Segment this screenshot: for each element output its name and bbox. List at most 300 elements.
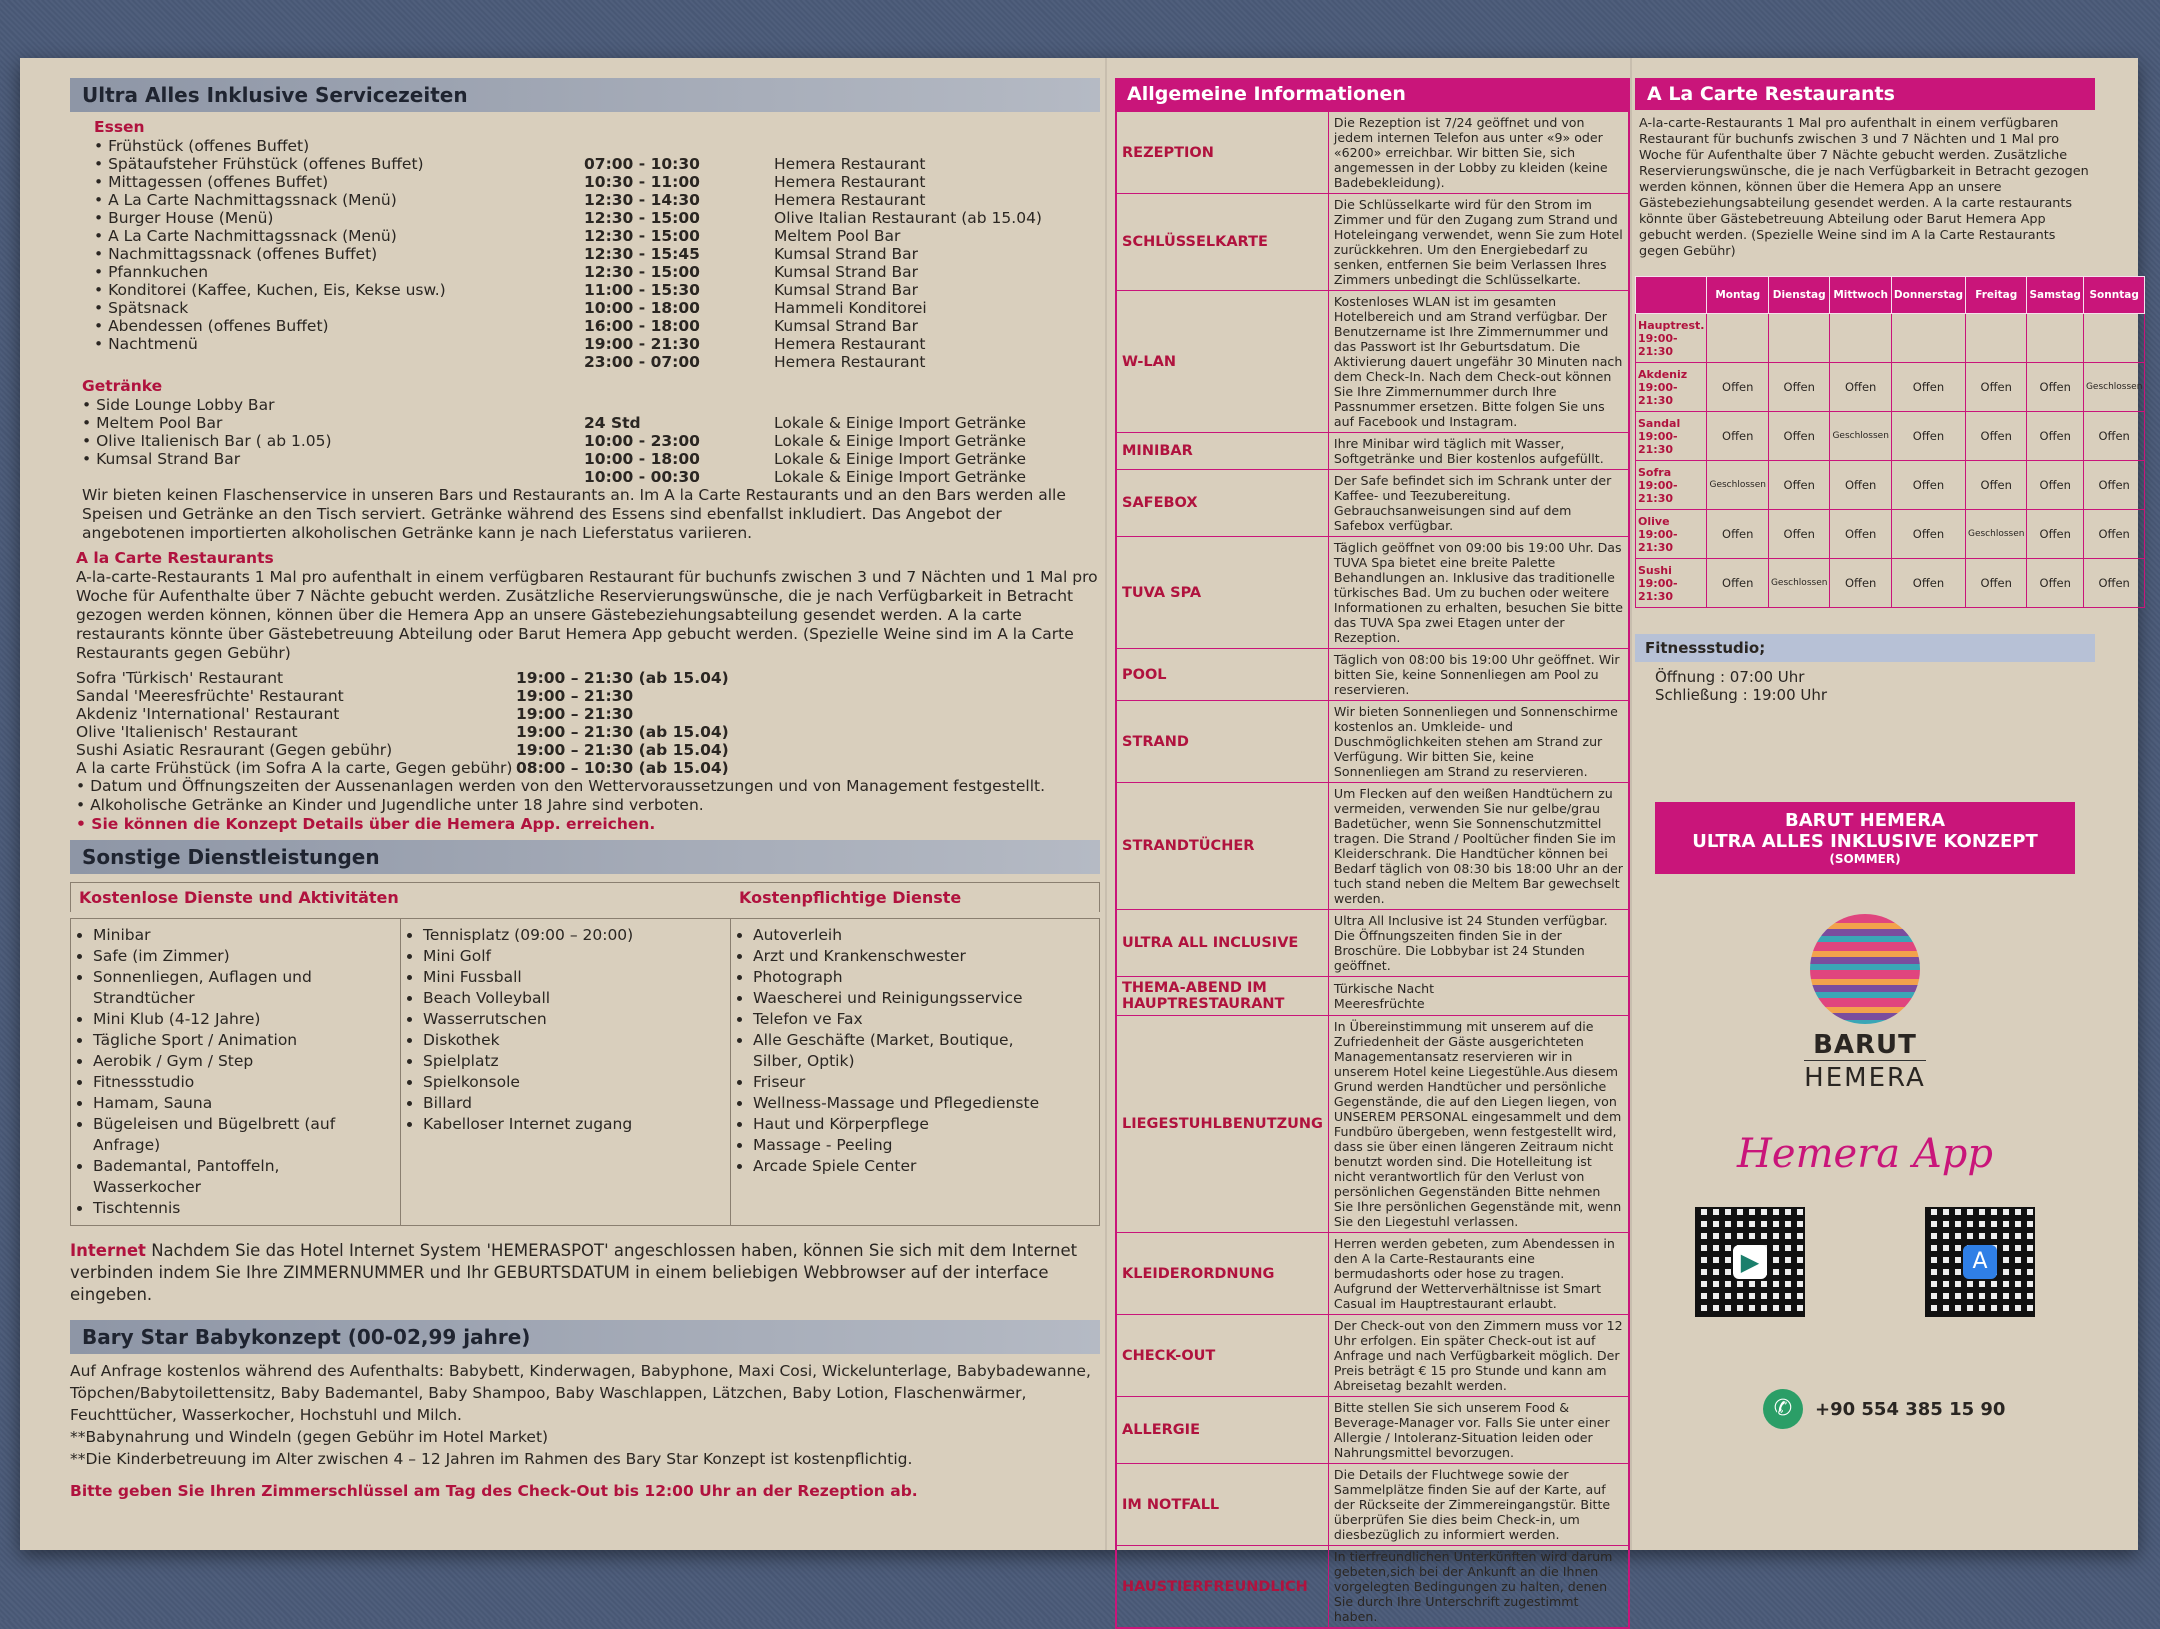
service-item: • Fitnessstudio	[93, 1072, 392, 1093]
alc-time: 19:00 – 21:30	[516, 687, 634, 705]
info-row	[1116, 701, 1629, 783]
info-row	[1116, 470, 1629, 537]
services-box	[70, 918, 1100, 1226]
info-key: ULTRA ALL INCLUSIVE	[1116, 910, 1328, 977]
item-name: • Burger House (Menü)	[94, 209, 274, 227]
service-item: • Wasserrutschen	[423, 1009, 722, 1030]
status-cell: Offen	[1965, 461, 2026, 510]
day-header: Mittwoch	[1830, 277, 1891, 314]
info-row	[1116, 537, 1629, 649]
fold-line	[1105, 58, 1107, 1550]
schedule-row	[94, 317, 1100, 335]
status-cell: Offen	[1830, 559, 1891, 608]
status-cell	[1707, 314, 1768, 363]
service-item: • Arcade Spiele Center	[753, 1156, 1053, 1177]
alc-name: Olive 'Italienisch' Restaurant	[76, 723, 298, 741]
status-cell: Offen	[1965, 559, 2026, 608]
whatsapp-icon: ✆	[1763, 1389, 1803, 1429]
info-text: Die Schlüsselkarte wird für den Strom im Zimmer und für den Zugang zum Strand und Hoteleingang verwendet, wenn Sie zum Hotel zurückkehren. Um den Energiebedarf zu senken, entfernen Sie beim Verlassen Ihres Zimmers unbedingt die Schlüsselkarte.	[1328, 194, 1629, 291]
info-text: Der Check-out von den Zimmern muss vor 12 Uhr erfolgen. Ein später Check-out ist auf Anfrage und nach Verfügbarkeit möglich. Der Preis beträgt € 15 pro Stunde und kann am Abreisetag bezahlt werden.	[1328, 1315, 1629, 1397]
item-time: 12:30 - 14:30	[584, 191, 700, 209]
item-place	[774, 396, 1104, 414]
status-cell: Offen	[2027, 412, 2083, 461]
info-row	[1116, 433, 1629, 470]
alc-name: Sandal 'Meeresfrüchte' Restaurant	[76, 687, 344, 705]
baby-title: Bary Star Babykonzept (00-02,99 jahre)	[70, 1320, 1100, 1354]
info-key: SAFEBOX	[1116, 470, 1328, 537]
item-time: 23:00 - 07:00	[584, 353, 700, 371]
restaurant-name-cell	[1636, 559, 1707, 608]
day-header: Dienstag	[1768, 277, 1829, 314]
baby-note-2: **Die Kinderbetreuung im Alter zwischen 4 – 12 Jahren im Rahmen des Bary Star Konzept ist kostenpflichtig.	[70, 1450, 913, 1468]
item-place: Kumsal Strand Bar	[774, 281, 919, 299]
item-name: • Meltem Pool Bar	[82, 414, 223, 432]
hotel-logo	[1635, 914, 2095, 1093]
info-row	[1116, 1546, 1629, 1629]
service-item: • Aerobik / Gym / Step	[93, 1051, 392, 1072]
baby-text: Auf Anfrage kostenlos während des Aufenthalts: Babybett, Kinderwagen, Babyphone, Maxi Cosi, Wickelunterlage, Babybadewanne, Töpchen/Babytoilettensitz, Baby Bademantel, Baby Shampoo, Baby Waschlappen, Lätzchen, Baby Lotion, Flaschenwärmer, Feuchttücher, Wasserkocher, Hochstuhl und Milch.	[70, 1362, 1091, 1424]
alc-intro: A-la-carte-Restaurants 1 Mal pro aufenthalt in einem verfügbaren Restaurant für buchunfs zwischen 3 und 7 Nächten und 1 Mal pro Woche für Aufenthalte über 7 Nächte gebucht werden. Zusätzliche Reservierungswünsche, die je nach Verfügbarkeit in Betracht gezogen werden können, können über die Hemera App an unsere Gästebeziehungsabteilung gesendet werden. A la carte restaurants könnte über Gästebetreuung Abteilung oder Barut Hemera App gebucht werden. (Spezielle Weine sind im A la Carte Restaurants gegen Gebühr)	[1639, 116, 2089, 259]
schedule-row	[94, 173, 1100, 191]
item-place: Hammeli Konditorei	[774, 299, 927, 317]
info-row	[1116, 1315, 1629, 1397]
status-cell: Offen	[2027, 510, 2083, 559]
info-text: Um Flecken auf den weißen Handtüchern zu vermeiden, verwenden Sie nur gelbe/grau Badetücher, wenn Sie Sonnenschutzmittel tragen. Die Strand / Pooltücher finden Sie im Kleiderschrank. Die Handtücher können bei Bedarf täglich von 08:30 bis 18:00 Uhr an der tuch stand neben die Meltem Bar gewechselt werden.	[1328, 783, 1629, 910]
info-text: Die Rezeption ist 7/24 geöffnet und von jedem internen Telefon aus unter «9» oder «6200» erreichbar. Wir bitten Sie, sich angemessen in der Lobby zu kleiden (keine Badebekleidung).	[1328, 111, 1629, 194]
info-row	[1116, 977, 1629, 1016]
app-note: • Sie können die Konzept Details über die Hemera App. erreichen.	[76, 815, 656, 833]
service-item: • Bademantal, Pantoffeln, Wasserkocher	[93, 1156, 392, 1198]
info-text: Herren werden gebeten, zum Abendessen in den A la Carte-Restaurants eine bermudashorts oder hose zu tragen. Aufgrund der Wetterverhältnisse ist Smart Casual im Hauptrestaurant erlaubt.	[1328, 1233, 1629, 1315]
status-cell: Offen	[2083, 412, 2144, 461]
note-1: • Datum und Öffnungszeiten der Aussenanlagen werden von den Wettervoraussetzungen und von Management festgestellt.	[76, 777, 1046, 795]
schedule-row	[94, 335, 1100, 353]
status-cell	[1830, 314, 1891, 363]
restaurant-name: Sandal	[1638, 416, 1681, 430]
item-name: • Olive Italienisch Bar ( ab 1.05)	[82, 432, 332, 450]
item-place: Kumsal Strand Bar	[774, 263, 919, 281]
free-list-1	[79, 925, 392, 1219]
service-item: • Billard	[423, 1093, 722, 1114]
item-place: Kumsal Strand Bar	[774, 245, 919, 263]
day-header: Montag	[1707, 277, 1768, 314]
schedule-row	[94, 245, 1100, 263]
info-key: REZEPTION	[1116, 111, 1328, 194]
brochure-sheet	[20, 58, 2143, 1624]
status-cell: Geschlossen	[1830, 412, 1891, 461]
drinks-schedule	[82, 396, 1100, 486]
item-place: Hemera Restaurant	[774, 335, 926, 353]
restaurant-time: 19:00-21:30	[1638, 380, 1678, 407]
info-text: Türkische Nacht Meeresfrüchte	[1328, 977, 1629, 1016]
fitness-open: Öffnung : 07:00 Uhr	[1655, 668, 1805, 686]
item-name: • Konditorei (Kaffee, Kuchen, Eis, Kekse usw.)	[94, 281, 446, 299]
item-place: Hemera Restaurant	[774, 191, 926, 209]
item-time: 10:00 - 23:00	[584, 432, 700, 450]
day-header: Donnerstag	[1891, 277, 1965, 314]
corner-cell	[1636, 277, 1707, 314]
status-cell: Offen	[1891, 461, 1965, 510]
schedule-row	[82, 396, 1100, 414]
status-cell: Offen	[2027, 363, 2083, 412]
info-text: Ihre Minibar wird täglich mit Wasser, Softgetränke und Bier kostenlos aufgefüllt.	[1328, 433, 1629, 470]
item-name: • Mittagessen (offenes Buffet)	[94, 173, 329, 191]
banner-line-3: (SOMMER)	[1829, 852, 1901, 866]
service-item: • Friseur	[753, 1072, 1053, 1093]
qr-codes	[1635, 1207, 2095, 1317]
restaurant-row	[1636, 412, 2145, 461]
item-time: 12:30 - 15:00	[584, 263, 700, 281]
alc-row	[76, 687, 1100, 705]
alc-schedule	[76, 669, 1100, 777]
item-place: Hemera Restaurant	[774, 173, 926, 191]
info-row	[1116, 1464, 1629, 1546]
info-table	[1115, 110, 1630, 1629]
item-place: Hemera Restaurant	[774, 353, 926, 371]
item-time	[584, 396, 774, 414]
restaurant-row	[1636, 510, 2145, 559]
day-header: Freitag	[1965, 277, 2026, 314]
panel-title: Allgemeine Informationen	[1115, 78, 1630, 110]
info-key: STRAND	[1116, 701, 1328, 783]
item-name: • Nachtmenü	[94, 335, 198, 353]
item-time: 12:30 - 15:00	[584, 227, 700, 245]
alc-text: A-la-carte-Restaurants 1 Mal pro aufenthalt in einem verfügbaren Restaurant für buchunfs zwischen 3 und 7 Nächten und 1 Mal pro Woche für Aufenthalte über 7 Nächte gebucht werden. Zusätzliche Reservierungswünsche, die je nach Verfügbarkeit in Betracht gezogen werden können, können über die Hemera App an unsere Gästebeziehungsabteilung gesendet werden. A la carte restaurants könnte über Gästebetreuung Abteilung oder Barut Hemera App gebucht werden. (Spezielle Weine sind im A la Carte Restaurants gegen Gebühr)	[76, 568, 1098, 662]
item-time: 19:00 - 21:30	[584, 335, 700, 353]
status-cell: Offen	[1830, 510, 1891, 559]
status-cell: Offen	[2027, 559, 2083, 608]
food-schedule	[94, 137, 1100, 371]
status-cell: Offen	[1830, 363, 1891, 412]
service-item: • Telefon ve Fax	[753, 1009, 1053, 1030]
info-key: SCHLÜSSELKARTE	[1116, 194, 1328, 291]
drinks-note: Wir bieten keinen Flaschenservice in unseren Bars und Restaurants an. Im A la Carte Restaurants und an den Bars werden alle Speisen und Getränke an den Tisch serviert. Getränke während des Essens sind ebenfallst inkludiert. Das Angebot der angebotenen importierten alkoholischen Getränke kann je nach Lieferstatus variieren.	[82, 486, 1066, 542]
status-cell: Offen	[2083, 461, 2144, 510]
restaurant-time: 19:00-21:30	[1638, 429, 1678, 456]
drinks-heading: Getränke	[82, 377, 163, 395]
alc-row	[76, 669, 1100, 687]
status-cell: Offen	[1891, 363, 1965, 412]
schedule-row	[94, 227, 1100, 245]
item-name: • Frühstück (offenes Buffet)	[94, 137, 310, 155]
item-name: • A La Carte Nachmittagssnack (Menü)	[94, 191, 397, 209]
alc-time: 19:00 – 21:30	[516, 705, 634, 723]
info-key: POOL	[1116, 649, 1328, 701]
status-cell: Offen	[1707, 510, 1768, 559]
alc-row	[76, 741, 1100, 759]
alc-time: 19:00 – 21:30 (ab 15.04)	[516, 741, 729, 759]
food-heading: Essen	[94, 118, 145, 136]
schedule-row	[94, 353, 1100, 371]
schedule-row	[94, 191, 1100, 209]
item-place: Hemera Restaurant	[774, 155, 926, 173]
services-header	[70, 882, 1100, 912]
service-item: • Mini Golf	[423, 946, 722, 967]
service-item: • Safe (im Zimmer)	[93, 946, 392, 967]
item-time	[584, 137, 774, 155]
status-cell: Offen	[1768, 461, 1829, 510]
status-cell: Offen	[2083, 510, 2144, 559]
alc-time: 19:00 – 21:30 (ab 15.04)	[516, 723, 729, 741]
item-name: • Nachmittagssnack (offenes Buffet)	[94, 245, 378, 263]
status-cell: Offen	[1768, 510, 1829, 559]
status-cell: Geschlossen	[2083, 363, 2144, 412]
item-name: • Spätaufsteher Frühstück (offenes Buffet)	[94, 155, 424, 173]
app-store-qr-icon[interactable]: A	[1925, 1207, 2035, 1317]
item-time: 12:30 - 15:45	[584, 245, 700, 263]
day-header: Samstag	[2027, 277, 2083, 314]
info-key: THEMA-ABEND IM HAUPTRESTAURANT	[1116, 977, 1328, 1016]
info-text: Täglich geöffnet von 09:00 bis 19:00 Uhr. Das TUVA Spa bietet eine breite Palette Behandlungen an. Inklusive das traditionelle türkisches Bad. Um zu buchen oder weitere Informationen zu erhalten, besuchen Sie bitte das TUVA Spa zwei Etagen unter der Rezeption.	[1328, 537, 1629, 649]
status-cell	[1768, 314, 1829, 363]
status-cell	[2083, 314, 2144, 363]
status-cell: Geschlossen	[1707, 461, 1768, 510]
schedule-row	[94, 155, 1100, 173]
day-header-row	[1636, 277, 2145, 314]
baby-note-1: **Babynahrung und Windeln (gegen Gebühr im Hotel Market)	[70, 1428, 549, 1446]
logo-emblem	[1810, 914, 1920, 1024]
restaurant-name-cell	[1636, 412, 1707, 461]
item-name: • Pfannkuchen	[94, 263, 209, 281]
service-item: • Diskothek	[423, 1030, 722, 1051]
schedule-row	[82, 432, 1100, 450]
status-cell: Offen	[1965, 363, 2026, 412]
paid-heading: Kostenpflichtige Dienste	[739, 888, 962, 907]
alc-row	[76, 723, 1100, 741]
status-cell: Offen	[1891, 510, 1965, 559]
alc-time: 19:00 – 21:30 (ab 15.04)	[516, 669, 729, 687]
service-times-panel	[70, 78, 1100, 1501]
status-cell: Offen	[2027, 461, 2083, 510]
info-key: ALLERGIE	[1116, 1397, 1328, 1464]
info-text: Bitte stellen Sie sich unserem Food & Beverage-Manager vor. Falls Sie unter einer Allergie / Intoleranz-Situation leiden oder Nahrungsmittel bevorzugen.	[1328, 1397, 1629, 1464]
info-text: Kostenloses WLAN ist im gesamten Hotelbereich und am Strand verfügbar. Der Benutzername ist Ihre Zimmernummer und das Passwort ist Ihr Geburtsdatum. Die Aktivierung dauert ungefähr 30 Minuten nach dem Check-In. Nach dem Check-out können Sie Ihre Zimmernummer durch Ihre Passnummer ersetzen. Bitte folgen Sie uns auf Facebook und Instagram.	[1328, 291, 1629, 433]
info-text: Täglich von 08:00 bis 19:00 Uhr geöffnet. Wir bitten Sie, keine Sonnenliegen am Pool zu reservieren.	[1328, 649, 1629, 701]
item-place: Olive Italian Restaurant (ab 15.04)	[774, 209, 1042, 227]
schedule-row	[94, 299, 1100, 317]
item-name	[94, 353, 584, 371]
alc-time: 08:00 – 10:30 (ab 15.04)	[516, 759, 729, 777]
banner-line-1: BARUT HEMERA	[1784, 810, 1946, 831]
restaurant-name: Hauptrest.	[1638, 318, 1705, 332]
alc-row	[76, 705, 1100, 723]
info-row	[1116, 291, 1629, 433]
info-key: LIEGESTUHLBENUTZUNG	[1116, 1016, 1328, 1233]
service-item: • Arzt und Krankenschwester	[753, 946, 1053, 967]
service-item: • Autoverleih	[753, 925, 1053, 946]
schedule-row	[82, 468, 1100, 486]
services-title: Sonstige Dienstleistungen	[70, 840, 1100, 874]
free-list-2	[409, 925, 722, 1135]
app-script: Hemera App	[1737, 1131, 1993, 1177]
free-heading: Kostenlose Dienste und Aktivitäten	[79, 888, 399, 907]
schedule-row	[94, 263, 1100, 281]
restaurant-name: Olive	[1638, 514, 1670, 528]
info-key: STRANDTÜCHER	[1116, 783, 1328, 910]
internet-note	[70, 1240, 1100, 1306]
info-text: Der Safe befindet sich im Schrank unter der Kaffee- und Teezubereitung. Gebrauchsanweisungen sind auf dem Safebox verfügbar.	[1328, 470, 1629, 537]
service-item: • Tennisplatz (09:00 – 20:00)	[423, 925, 722, 946]
schedule-row	[82, 414, 1100, 432]
restaurant-name: Akdeniz	[1638, 367, 1688, 381]
restaurant-time: 19:00-21:30	[1638, 478, 1678, 505]
status-cell: Geschlossen	[1768, 559, 1829, 608]
phone-number: +90 554 385 15 90	[1815, 1398, 2006, 1420]
info-row	[1116, 910, 1629, 977]
info-key: TUVA SPA	[1116, 537, 1328, 649]
item-name: • Spätsnack	[94, 299, 189, 317]
note-2: • Alkoholische Getränke an Kinder und Jugendliche unter 18 Jahre sind verboten.	[76, 796, 704, 814]
concept-banner	[1655, 802, 2075, 874]
item-time: 24 Std	[584, 414, 641, 432]
schedule-row	[94, 137, 1100, 155]
restaurant-name-cell	[1636, 363, 1707, 412]
item-place	[774, 137, 1104, 155]
service-item: • Photograph	[753, 967, 1053, 988]
info-key: CHECK-OUT	[1116, 1315, 1328, 1397]
logo-line-2: HEMERA	[1804, 1060, 1926, 1093]
service-item: • Tägliche Sport / Animation	[93, 1030, 392, 1051]
item-place: Lokale & Einige Import Getränke	[774, 468, 1027, 486]
info-text: Ultra All Inclusive ist 24 Stunden verfügbar. Die Öffnungszeiten finden Sie in der Broschüre. Die Lobbybar ist 24 Stunden geöffnet.	[1328, 910, 1629, 977]
internet-text: Nachdem Sie das Hotel Internet System 'HEMERASPOT' angeschlossen haben, können Sie sich mit dem Internet verbinden indem Sie Ihre ZIMMERNUMMER und Ihr GEBURTSDATUM in einem beliebigen Webbrowser auf der interface eingeben.	[70, 1241, 1078, 1304]
status-cell: Offen	[1768, 412, 1829, 461]
item-time: 10:00 - 18:00	[584, 299, 700, 317]
service-item: • Tischtennis	[93, 1198, 392, 1219]
service-item: • Mini Klub (4-12 Jahre)	[93, 1009, 392, 1030]
schedule-row	[94, 281, 1100, 299]
service-item: • Mini Fussball	[423, 967, 722, 988]
schedule-row	[82, 450, 1100, 468]
alc-row	[76, 759, 1100, 777]
internet-label: Internet	[70, 1241, 146, 1260]
info-row	[1116, 649, 1629, 701]
alc-weekly-table	[1635, 276, 2145, 608]
status-cell: Offen	[1965, 412, 2026, 461]
status-cell: Geschlossen	[1965, 510, 2026, 559]
info-row	[1116, 194, 1629, 291]
paid-list	[739, 925, 1053, 1177]
status-cell: Offen	[1891, 412, 1965, 461]
whatsapp-contact	[1763, 1389, 2095, 1429]
status-cell: Offen	[1891, 559, 1965, 608]
restaurant-name-cell	[1636, 314, 1707, 363]
service-item: • Bügeleisen und Bügelbrett (auf Anfrage)	[93, 1114, 392, 1156]
info-text: In Übereinstimmung mit unserem auf die Zufriedenheit der Gäste ausgerichteten Managementansatz reservieren wir in unserem Hotel keine Liegestühle.Aus diesem Grund werden Handtücher und persönliche Gegenstände, die auf den Liegen liegen, von UNSEREM PERSONAL eingesammelt und dem Fundbüro übergeben, wenn festgestellt wird, dass sie über einen längeren Zeitraum nicht benutzt worden sind. Die Hotelleitung ist nicht verantwortlich für den Verlust von persönlichen Gegenständen Bitte nehmen Sie Ihre persönlichen Gegenstände mit, wenn Sie den Liegestuhl verlassen.	[1328, 1016, 1629, 1233]
restaurant-time: 19:00-21:30	[1638, 527, 1678, 554]
schedule-row	[94, 209, 1100, 227]
general-info-panel	[1115, 78, 1630, 1629]
service-item: • Spielplatz	[423, 1051, 722, 1072]
info-row	[1116, 1233, 1629, 1315]
alc-name: A la carte Frühstück (im Sofra A la carte, Gegen gebühr)	[76, 759, 513, 777]
item-place: Kumsal Strand Bar	[774, 317, 919, 335]
status-cell: Offen	[1830, 461, 1891, 510]
service-item: • Hamam, Sauna	[93, 1093, 392, 1114]
item-time: 10:00 - 00:30	[584, 468, 700, 486]
alc-panel	[1635, 78, 2143, 1429]
google-play-qr-icon[interactable]: ▶	[1695, 1207, 1805, 1317]
service-item: • Sonnenliegen, Auflagen und Strandtücher	[93, 967, 392, 1009]
item-time: 10:00 - 18:00	[584, 450, 700, 468]
item-name: • A La Carte Nachmittagssnack (Menü)	[94, 227, 397, 245]
status-cell	[2027, 314, 2083, 363]
item-place: Lokale & Einige Import Getränke	[774, 432, 1027, 450]
info-key: HAUSTIERFREUNDLICH	[1116, 1546, 1328, 1629]
info-row	[1116, 1397, 1629, 1464]
info-key: W-LAN	[1116, 291, 1328, 433]
status-cell: Offen	[1707, 559, 1768, 608]
service-item: • Alle Geschäfte (Market, Boutique, Silber, Optik)	[753, 1030, 1053, 1072]
info-key: IM NOTFALL	[1116, 1464, 1328, 1546]
item-name: • Kumsal Strand Bar	[82, 450, 241, 468]
restaurant-name-cell	[1636, 510, 1707, 559]
alc-heading: A la Carte Restaurants	[76, 549, 274, 567]
restaurant-time: 19:00-21:30	[1638, 576, 1678, 603]
restaurant-row	[1636, 314, 2145, 363]
alc-name: Sushi Asiatic Resraurant (Gegen gebühr)	[76, 741, 393, 759]
info-row	[1116, 1016, 1629, 1233]
service-item: • Kabelloser Internet zugang	[423, 1114, 722, 1135]
service-item: • Spielkonsole	[423, 1072, 722, 1093]
restaurant-time: 19:00-21:30	[1638, 331, 1678, 358]
item-time: 11:00 - 15:30	[584, 281, 700, 299]
item-place: Lokale & Einige Import Getränke	[774, 450, 1027, 468]
checkout-note: Bitte geben Sie Ihren Zimmerschlüssel am Tag des Check-Out bis 12:00 Uhr an der Rezeption ab.	[70, 1482, 918, 1500]
restaurant-name: Sushi	[1638, 563, 1672, 577]
restaurant-name: Sofra	[1638, 465, 1672, 479]
info-row	[1116, 783, 1629, 910]
status-cell: Offen	[1707, 363, 1768, 412]
item-name: • Side Lounge Lobby Bar	[82, 396, 275, 414]
restaurant-row	[1636, 461, 2145, 510]
status-cell: Offen	[2083, 559, 2144, 608]
service-item: • Beach Volleyball	[423, 988, 722, 1009]
status-cell: Offen	[1768, 363, 1829, 412]
item-name: • Abendessen (offenes Buffet)	[94, 317, 329, 335]
status-cell: Offen	[1707, 412, 1768, 461]
fitness-close: Schließung : 19:00 Uhr	[1655, 686, 1828, 704]
info-text: In tierfreundlichen Unterkünften wird darum gebeten,sich bei der Ankunft an die Ihnen vorgelegten Bedingungen zu halten, denen Sie durch Ihre Unterschrift zugestimmt haben.	[1328, 1546, 1629, 1629]
info-text: Die Details der Fluchtwege sowie der Sammelplätze finden Sie auf der Karte, auf der Rückseite der Zimmereingangstür. Bitte überprüfen Sie dies beim Check-in, um diesbezüglich zu informiert werden.	[1328, 1464, 1629, 1546]
item-name	[82, 468, 584, 486]
item-time: 16:00 - 18:00	[584, 317, 700, 335]
banner-line-2: ULTRA ALLES INKLUSIVE KONZEPT	[1692, 831, 2038, 852]
status-cell	[1965, 314, 2026, 363]
item-time: 10:30 - 11:00	[584, 173, 700, 191]
fold-line	[1630, 58, 1632, 1550]
panel-title: A La Carte Restaurants	[1635, 78, 2095, 110]
service-item: • Wellness-Massage und Pflegedienste	[753, 1093, 1053, 1114]
day-header: Sonntag	[2083, 277, 2144, 314]
panel-title: Ultra Alles Inklusive Servicezeiten	[70, 78, 1100, 112]
alc-name: Akdeniz 'International' Restaurant	[76, 705, 340, 723]
status-cell	[1891, 314, 1965, 363]
info-row	[1116, 111, 1629, 194]
info-text: Wir bieten Sonnenliegen und Sonnenschirme kostenlos an. Umkleide- und Duschmöglichkeiten stehen am Strand zur Verfügung. Wir bitten Sie, keine Sonnenliegen am Strand zu reservieren.	[1328, 701, 1629, 783]
item-place: Meltem Pool Bar	[774, 227, 901, 245]
item-time: 12:30 - 15:00	[584, 209, 700, 227]
info-key: KLEIDERORDNUNG	[1116, 1233, 1328, 1315]
fitness-title: Fitnessstudio;	[1635, 634, 2095, 662]
logo-line-1: BARUT	[1813, 1030, 1917, 1060]
info-key: MINIBAR	[1116, 433, 1328, 470]
service-item: • Minibar	[93, 925, 392, 946]
restaurant-name-cell	[1636, 461, 1707, 510]
restaurant-row	[1636, 559, 2145, 608]
service-item: • Massage - Peeling	[753, 1135, 1053, 1156]
item-time: 07:00 - 10:30	[584, 155, 700, 173]
